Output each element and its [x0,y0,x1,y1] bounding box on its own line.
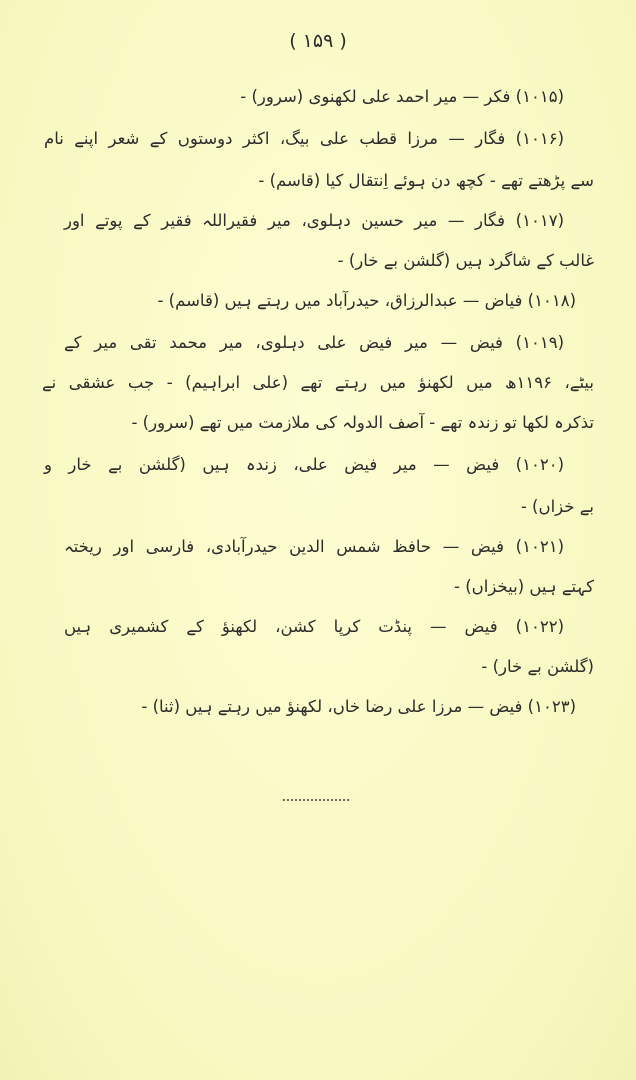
page-number: ( ۱۵۹ ) [289,30,347,52]
entry-1015-line-1: (۱۰۱۵) فکر — میر احمد علی لکھنوی (سرور) - [240,87,564,106]
entry-1022-line-2: (گلشن بے خار) - [481,657,594,676]
entry-1022-line-1: (۱۰۲۲) فیض — پنڈت کرپا کشن، لکھنؤ کے کشمیری ہیں [64,617,564,636]
entry-1021-line-2: کہتے ہیں (بیخزاں) - [454,577,594,596]
entry-1023-line-1: (۱۰۲۳) فیض — مرزا علی رضا خاں، لکھنؤ میں رہتے ہیں (ثنا) - [141,697,576,716]
entry-1016-line-2: سے پڑھتے تھے - کچھ دن ہوئے اِنتقال کیا (قاسم) - [258,171,594,190]
section-divider [283,799,349,801]
entry-1017-line-1: (۱۰۱۷) فگار — میر حسین دہلوی، میر فقیراللہ فقیر کے پوتے اور [64,211,564,230]
entry-1018-line-1: (۱۰۱۸) فیاض — عبدالرزاق، حیدرآباد میں رہتے ہیں (قاسم) - [157,291,576,310]
entry-1019-line-2: بیٹے، ۱۱۹۶ھ میں لکھنؤ میں رہتے تھے (علی ابراہیم) - جب عشقی نے [42,373,594,392]
entry-1017-line-2: غالب کے شاگرد ہیں (گلشن بے خار) - [337,251,594,270]
entry-1020-line-1: (۱۰۲۰) فیض — میر فیض علی، زندہ ہیں (گلشن بے خار و [44,455,564,474]
entry-1016-line-1: (۱۰۱۶) فگار — مرزا قطب علی بیگ، اکثر دوستوں کے شعر اپنے نام [44,129,564,148]
entry-1021-line-1: (۱۰۲۱) فیض — حافظ شمس الدین حیدرآبادی، فارسی اور ریختہ [64,537,564,556]
entry-1019-line-1: (۱۰۱۹) فیض — میر فیض علی دہلوی، میر محمد تقی میر کے [64,333,564,352]
entry-1019-line-3: تذکرہ لکھا تو زندہ تھے - آصف الدولہ کی ملازمت میں تھے (سرور) - [131,413,594,432]
entry-1020-line-2: بے خزاں) - [520,497,594,516]
